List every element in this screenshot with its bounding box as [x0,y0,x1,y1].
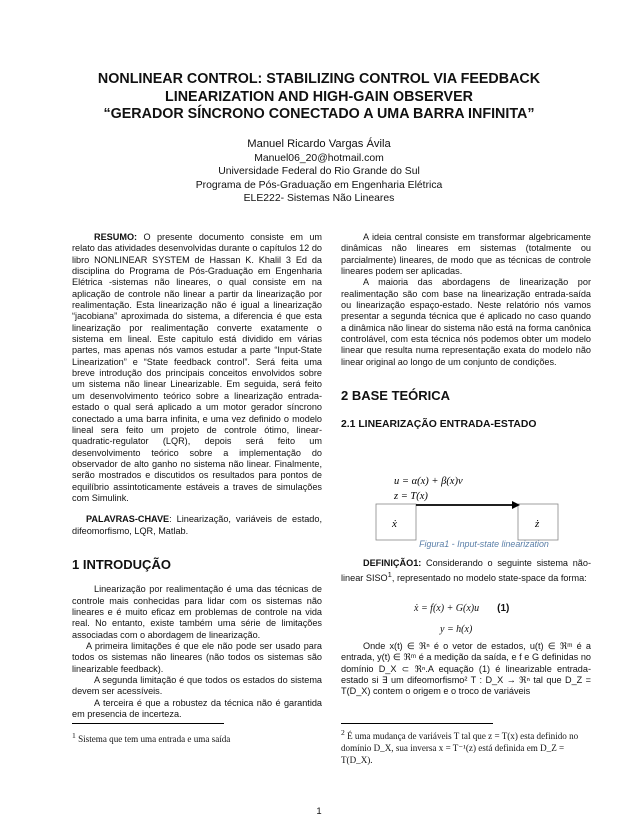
right-column [341,232,591,431]
definition-label: DEFINIÇÃO1: [363,558,422,568]
keywords-label: PALAVRAS-CHAVE [86,514,170,525]
footnote-rule-left [72,723,224,724]
author-name: Manuel Ricardo Vargas Ávila [247,138,391,150]
figure-caption: Figura1 - Input-state linearization [419,539,549,549]
definition-intro [341,558,591,585]
diagram-equation-u: u = α(x) + β(x)v [394,476,463,487]
author-university: Universidade Federal do Rio Grande do Sul [218,166,420,178]
intro-heading: 1 INTRODUÇÃO [72,556,171,572]
paper-title [60,71,578,124]
author-block [120,138,518,206]
section-2-1-heading: 2.1 LINEARIZAÇÃO ENTRADA-ESTADO [341,419,537,431]
author-email[interactable]: Manuel06_20@hotmail.com [254,152,384,164]
page-number: 1 [316,806,322,817]
definition-text-a: Considerando o seguinte sistema não-linear SISO [341,558,591,584]
definition-text-b: , representado no modelo state-space da forma: [391,573,587,584]
intro-paragraph-1: Linearização por realimentação é uma das técnicas de controle mais conhecidas para lidar com os sistemas não lineares e é muito eficaz em problemas de controle na vida real. No entanto, existe também uma série de limitações associadas com o abordagem de linearização. [72,584,322,640]
right-paragraph-2: A maioria das abordagens de linearização por realimentação são com base na linearização entrada-saída ou linearização espaço-estado. Neste relatório nós vamos presentar a segunda técnica que é aplicado no caso quando a dinâmica não linear do sistema não está na forma canônica controlável, com esta técnica nós podemos obter um modelo linear que resulta numa representação exata do modelo não linear original ao longo de um conjunto de condições. [341,277,591,367]
definition-block [341,558,591,585]
intro-paragraph-4: A terceira é que a robustez da técnica não é garantida em presencia de incerteza. [72,697,322,720]
diagram-equation-z: z = T(x) [394,491,428,502]
keywords [72,514,322,537]
author-course: ELE222- Sistemas Não Lineares [243,193,395,205]
footnote-right-number: 2 [341,728,345,737]
equation-1-number: (1) [497,603,510,614]
footnote-left [72,730,322,745]
abstract-text: O presente documento consiste em um relato das atividades desenvolvidas durante o capítulos 12 do libro NONLINEAR SYSTEM de Hassan K. Khalil 3 Ed da disciplina do Programa de Pós-Graduação em Engenharia Elétrica -sistemas não lineares, o qual consiste em na aplicação de controle não linear a partir da linearização por realimentação. Esta linearização não é igual a linearização “jacobiana” aproximada do sistema, a diferencia é que esta linearização por realimentação converte exatamente o sistema em lineal. Este capitulo está dividido em várias partes, mas apenas nós vamos estudar a parte “Input-State Linearization” e “State feedback control”. Será feita uma breve introdução dos principais conceitos envolvidos sobre um sistema não linear Linearizable. Em seguida, será feito um desenvolvimento teórico sobre a linearização entrada-estado o qual será aplicado a um motor gerador síncrono conectado a uma barra infinita, e uma vez definido o modelo lineal sera feito um projeto de controle ótimo, linear-quadratic-regulator (LQR), depois será feito um desenvolvimento teórico sobre a implementação do observador de alto ganho no sistema não linear. Finalmente, serão mostrados e discutidos os resultados para pontos de equilíbrio assintoticamente estáveis a traves de simulações com Simulink. [72,232,322,503]
abstract-label: RESUMO: [94,232,138,242]
definition-footnote-ref: 1 [387,570,392,580]
title-line-1: NONLINEAR CONTROL: STABILIZING CONTROL VIA FEEDBACK [97,71,541,87]
footnote-right [341,727,593,766]
title-line-2: LINEARIZATION AND HIGH-GAIN OBSERVER [165,88,473,105]
right-paragraph-1: A ideia central consiste em transformar algebricamente dinâmicas não lineares em sistemas (totalmente ou parcialmente) lineares, de modo que as técnicas de controle lineares podem ser aplicadas. [341,232,591,277]
section-2-heading: 2 BASE TEÓRICA [341,388,451,404]
equation-2: y = h(x) [440,624,473,635]
definition-after-text: Onde x(t) ∈ ℜⁿ é o vetor de estados, u(t) ∈ ℜᵐ é a entrada, y(t) ∈ ℜᵐ é a medição da saída, e f e G definidas no domínio D_X ⊂ ℜⁿ.A equação (1) é linearizable entrada-estado si ∃ um difeomorfismo² T : D_X → ℜⁿ tal que D_Z = T(D_X) contem o origem e o troco de variáveis [341,641,591,697]
title-line-3: “GERADOR SÍNCRONO CONECTADO A UMA BARRA INFINITA” [103,106,535,122]
equation-1 [414,603,509,614]
left-column [72,232,322,720]
keywords-text: : Linearização, variáveis de estado, difeomorfismo, LQR, Matlab. [72,514,322,536]
footnote-right-text: É uma mudança de variáveis T tal que z = T(x) esta definido no domínio D_X, sua inversa x = T⁻¹(z) está definida em D_Z = T(D_X). [341,731,579,766]
diagram-z-dot: ż [535,518,540,530]
intro-paragraph-3: A segunda limitação é que todos os estados do sistema devem ser acessíveis. [72,675,322,697]
footnote-left-number: 1 [72,731,76,740]
input-state-linearization-diagram [372,473,592,543]
abstract [72,232,322,504]
diagram-x-dot: ẋ [392,518,397,530]
footnote-rule-right [341,723,493,724]
equation-1-body: ẋ = f(x) + G(x)u [414,603,480,614]
author-program: Programa de Pós-Graduação em Engenharia Elétrica [195,179,443,191]
intro-paragraph-2: A primeira limitações é que ele não pode ser usado para todos os sistemas não lineares (não todos os sistemas são linearizable feedback). [72,641,322,674]
definition-continuation [341,641,591,698]
footnote-left-text: Sistema que tem uma entrada e uma saída [78,734,231,745]
